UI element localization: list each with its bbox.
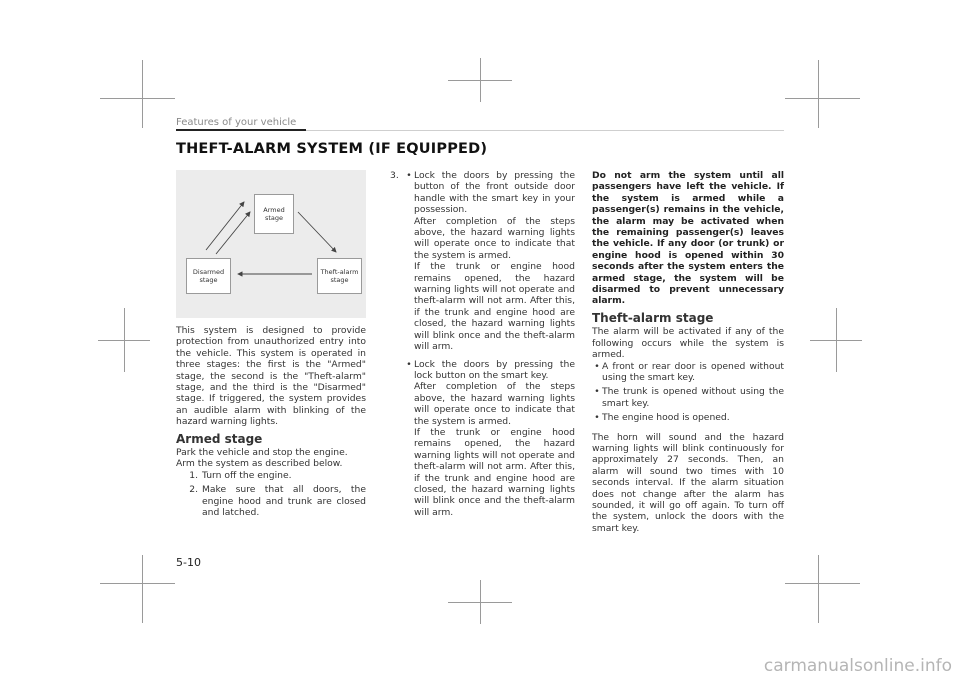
bullet-icon: • — [594, 386, 600, 398]
bullet-text: The engine hood is opened. — [602, 412, 730, 424]
theft-alarm-lead: The alarm will be activated if any of the following occurs while the system is armed. — [592, 326, 784, 361]
bullet-icon: • — [406, 170, 412, 181]
bullet-item — [592, 361, 784, 384]
step-text: Turn off the engine. — [202, 469, 292, 481]
page-number: 5-10 — [176, 556, 201, 569]
crop-mark — [818, 60, 819, 128]
theft-alarm-stage-label: Theft-alarm stage — [320, 268, 359, 284]
bullet-item — [404, 359, 575, 519]
section-underline — [176, 129, 306, 131]
crop-mark — [142, 60, 143, 128]
crop-mark — [818, 555, 819, 623]
section-label: Features of your vehicle — [176, 117, 297, 128]
page-title: THEFT-ALARM SYSTEM (IF EQUIPPED) — [176, 141, 488, 157]
theft-alarm-closing: The horn will sound and the hazard warning lights will blink continuously for approximately 27 seconds. Then, an alarm will sound two times with 10 seconds interval. If the alarm situation does not change after the alarm has sounded, it will go off again. To turn off the system, unlock the doors with the smart key. — [592, 431, 784, 534]
crop-mark — [100, 98, 175, 99]
diagram-arrows — [176, 170, 366, 318]
crop-mark — [480, 58, 481, 102]
intro-paragraph: This system is designed to provide protection from unauthorized entry into the vehicle. This system is operated in three stages: the first is the "Armed" stage, the second is the "Theft-alarm" stage, and the third is the "Disarmed" stage. If triggered, the system provides an audible alarm with blinking of the hazard warning lights. — [176, 325, 366, 428]
bullet-if: If the trunk or engine hood remains opened, the hazard warning lights will not operate and theft-alarm will not arm. After this, if the trunk and engine hood are closed, the hazard warning lights will blink once and the theft-alarm will arm. — [414, 261, 575, 353]
bullet-item — [404, 170, 575, 353]
step-item — [176, 470, 366, 481]
crop-mark — [100, 583, 175, 584]
bullet-lead: Lock the doors by pressing the lock button on the smart key. — [414, 358, 575, 381]
crop-mark — [124, 308, 125, 372]
bullet-text: A front or rear door is opened without using the smart key. — [602, 360, 784, 383]
alarm-stage-diagram — [176, 170, 366, 318]
step-number: 3. — [390, 170, 399, 181]
watermark: carmanualsonline.info — [763, 656, 952, 676]
armed-stage-heading: Armed stage — [176, 431, 263, 446]
bullet-item — [592, 386, 784, 409]
arrow-armed-to-theft — [298, 212, 336, 252]
crop-mark — [836, 308, 837, 372]
column-1 — [176, 325, 366, 519]
bullet-after: After completion of the steps above, the hazard warning lights will operate once to indicate that the system is armed. — [414, 381, 575, 427]
crop-mark — [142, 555, 143, 623]
arrow-disarmed-to-armed-2 — [216, 212, 250, 254]
bullet-item — [592, 412, 784, 423]
crop-mark — [785, 98, 860, 99]
header-rule — [306, 130, 784, 131]
step-item — [176, 484, 366, 518]
bullet-lead: Lock the doors by pressing the button of the front outside door handle with the smart key in your possession. — [414, 170, 575, 216]
crop-mark — [480, 580, 481, 624]
column-3 — [592, 170, 784, 534]
bullet-if: If the trunk or engine hood remains opened, the hazard warning lights will not operate and theft-alarm will not arm. After this, if the trunk and engine hood are closed, the hazard warning lights will blink once and the theft-alarm will arm. — [414, 426, 575, 518]
theft-alarm-heading: Theft-alarm stage — [592, 310, 714, 325]
bullet-icon: • — [594, 360, 600, 372]
step-text: Make sure that all doors, the engine hood and trunk are closed and latched. — [202, 484, 366, 519]
warning-paragraph: Do not arm the system until all passengers have left the vehicle. If the system is armed while a passenger(s) remains in the vehicle, the alarm may be activated when the remaining passenger(s) leaves the vehicle. If any door (or trunk) or engine hood is opened within 30 seconds after the system enters the armed stage, the system will be disarmed to prevent unnecessary alarm. — [592, 170, 784, 307]
armed-stage-label: Armed stage — [263, 206, 285, 222]
step-number: 1. — [189, 469, 198, 481]
step-item — [390, 170, 575, 518]
bullet-text: The trunk is opened without using the smart key. — [602, 386, 784, 409]
bullet-icon: • — [406, 358, 412, 370]
crop-mark — [785, 583, 860, 584]
bullet-icon: • — [594, 412, 600, 424]
column-2 — [390, 170, 575, 518]
step-number: 2. — [189, 484, 198, 496]
disarmed-stage-label: Disarmed stage — [192, 268, 225, 284]
armed-stage-lead: Park the vehicle and stop the engine. Arm the system as described below. — [176, 447, 348, 470]
bullet-after: After completion of the steps above, the hazard warning lights will operate once to indicate that the system is armed. — [414, 215, 575, 261]
